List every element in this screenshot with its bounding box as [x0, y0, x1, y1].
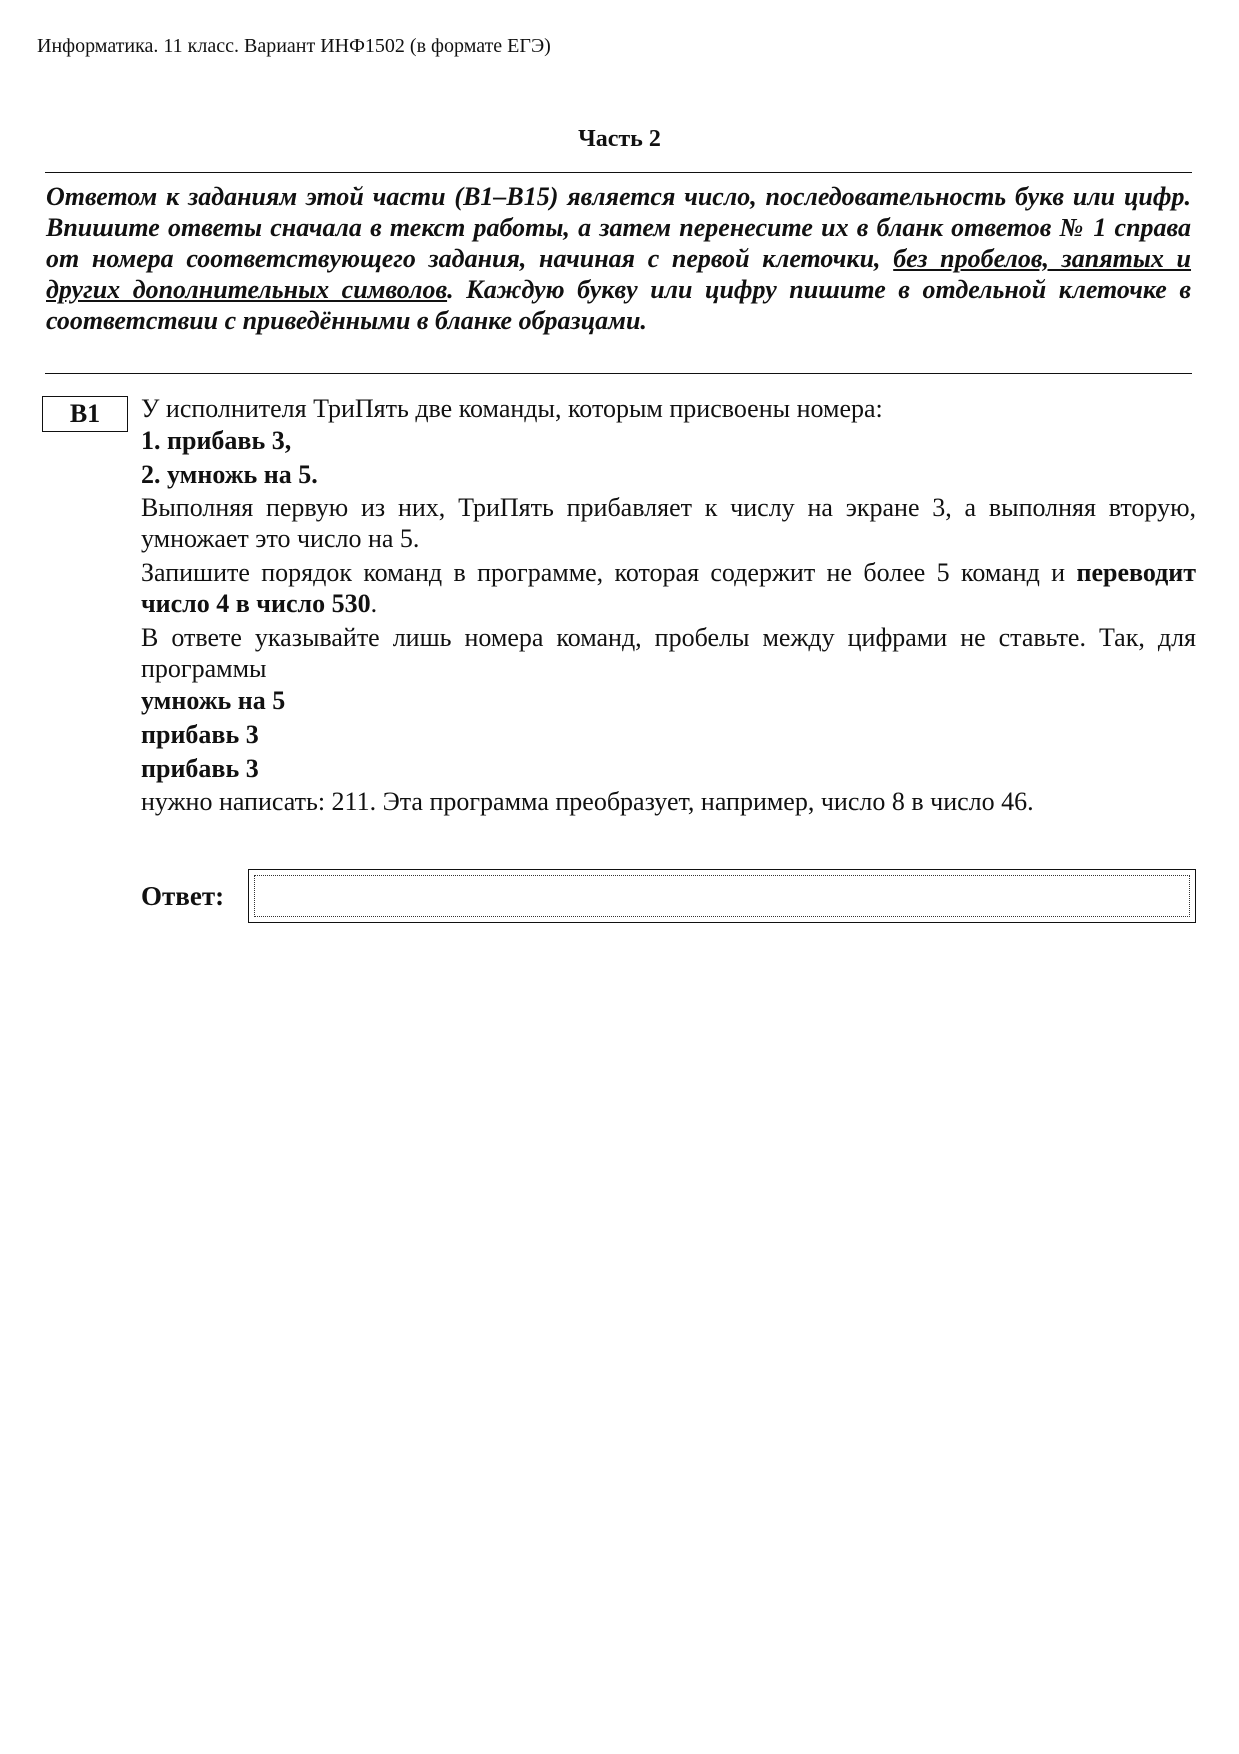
answer-field[interactable] — [254, 875, 1190, 917]
answer-box — [248, 869, 1196, 923]
task-number-badge: B1 — [42, 396, 128, 432]
divider-bottom — [45, 373, 1192, 374]
example-command-1: умножь на 5 — [141, 686, 286, 715]
instructions-tail: . Каждую букву или цифру пишите в отдельной клеточке в соответствии с приведёнными в бланке образцами. — [46, 275, 1191, 335]
part-title: Часть 2 — [578, 126, 661, 152]
page-header: Информатика. 11 класс. Вариант ИНФ1502 (в формате ЕГЭ) — [37, 35, 551, 57]
task-question — [141, 557, 1196, 619]
example-command-3: прибавь 3 — [141, 754, 259, 783]
divider-top — [45, 172, 1192, 173]
task-body — [141, 393, 1196, 817]
command-2: 2. умножь на 5. — [141, 460, 318, 489]
task-question-bold: переводит число 4 в число 530 — [141, 558, 1197, 618]
task-question-lead: Запишите порядок команд в программе, которая содержит не более 5 команд и — [141, 558, 1066, 587]
instructions-underlined: без пробелов, запятых и других дополнительных символов — [46, 244, 1192, 304]
instructions-lead: Ответом к заданиям этой части (В1–В15) является число, последовательность букв или цифр. Впишите ответы сначала в текст работы, а затем перенесите их в бланк ответов № 1 справа от номера соответствующего задания, начиная с первой клеточки, — [46, 182, 1191, 273]
task-answer-rule: В ответе указывайте лишь номера команд, пробелы между цифрами не ставьте. Так, для программы — [141, 623, 1196, 683]
example-command-2: прибавь 3 — [141, 720, 259, 749]
task-explanation: Выполняя первую из них, ТриПять прибавляет к числу на экране 3, а выполняя вторую, умножает это число на 5. — [141, 493, 1196, 553]
example-result: нужно написать: 211. Эта программа преобразует, например, число 8 в число 46. — [141, 787, 1034, 816]
instructions-block — [46, 181, 1191, 336]
task-intro: У исполнителя ТриПять две команды, которым присвоены номера: — [141, 394, 883, 423]
task-question-end: . — [370, 589, 378, 618]
command-1: 1. прибавь 3, — [141, 426, 292, 455]
answer-label: Ответ: — [141, 881, 225, 911]
